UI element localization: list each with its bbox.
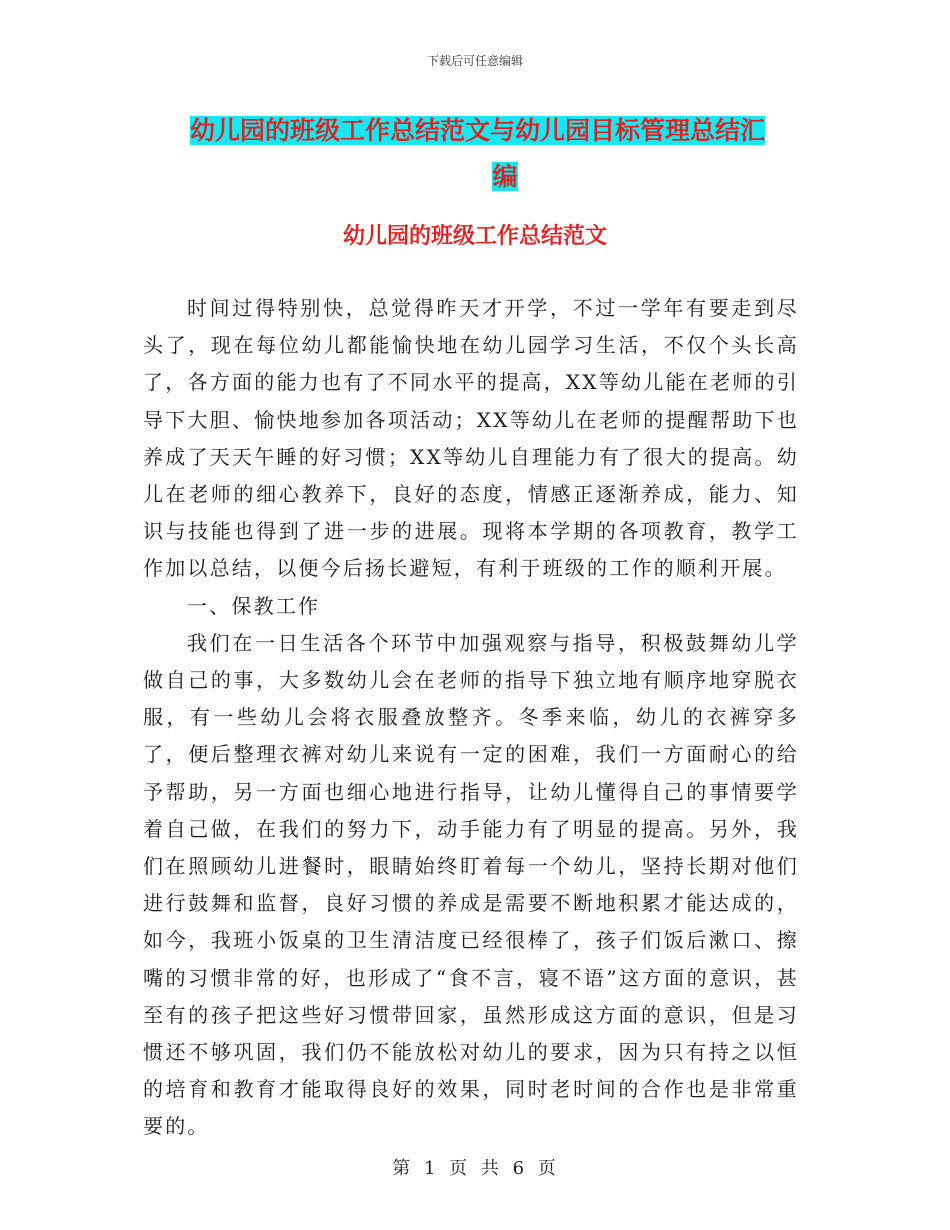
document-title-line-1: [190, 108, 810, 154]
paragraph-heading-baojiao: 一、保教工作: [187, 593, 321, 618]
header-note: 下载后可任意编辑: [426, 54, 523, 68]
document-title: [190, 108, 810, 200]
title-highlight-1: 幼儿园的班级工作总结范文与幼儿园目标管理总结汇: [190, 116, 766, 145]
section-title: 幼儿园的班级工作总结范文: [342, 224, 607, 249]
paragraph-baojiao: 我们在一日生活各个环节中加强观察与指导，积极鼓舞幼儿学做自己的事，大多数幼儿会在老师的指导下独立地有顺序地穿脱衣服，有一些幼儿会将衣服叠放整齐。冬季来临，幼儿的衣裤穿多了，便后整理衣裤对幼儿来说有一定的困难，我们一方面耐心的给予帮助，另一方面也细心地进行指导，让幼儿懂得自己的事情要学着自己做，在我们的努力下，动手能力有了明显的提高。另外，我们在照顾幼儿进餐时，眼睛始终盯着每一个幼儿，坚持长期对他们进行鼓舞和监督，良好习惯的养成是需要不断地积累才能达成的，如今，我班小饭桌的卫生清洁度已经很棒了，孩子们饭后漱口、擦嘴的习惯非常的好，也形成了“食不言，寝不语”这方面的意识，甚至有的孩子把这些好习惯带回家，虽然形成这方面的意识，但是习惯还不够巩固，我们仍不能放松对幼儿的要求，因为只有持之以恒的培育和教育才能取得良好的效果，同时老时间的合作也是非常重要的。: [143, 630, 799, 1139]
title-highlight-2: 编: [492, 162, 518, 191]
document-body: [143, 290, 799, 1146]
document-title-line-2: [190, 154, 810, 200]
paragraph-intro: 时间过得特别快，总觉得昨天才开学，不过一学年有要走到尽头了，现在每位幼儿都能愉快地在幼儿园学习生活，不仅个头长高了，各方面的能力也有了不同水平的提高，XX等幼儿能在老师的引导下大胆、愉快地参加各项活动；XX等幼儿在老师的提醒帮助下也养成了天天午睡的好习惯；XX等幼儿自理能力有了很大的提高。幼儿在老师的细心教养下，良好的态度，情感正逐渐养成，能力、知识与技能也得到了进一步的进展。现将本学期的各项教育，教学工作加以总结，以便今后扬长避短，有利于班级的工作的顺利开展。: [143, 296, 799, 581]
page-number-footer: 第 1 页 共 6 页: [392, 1158, 558, 1179]
